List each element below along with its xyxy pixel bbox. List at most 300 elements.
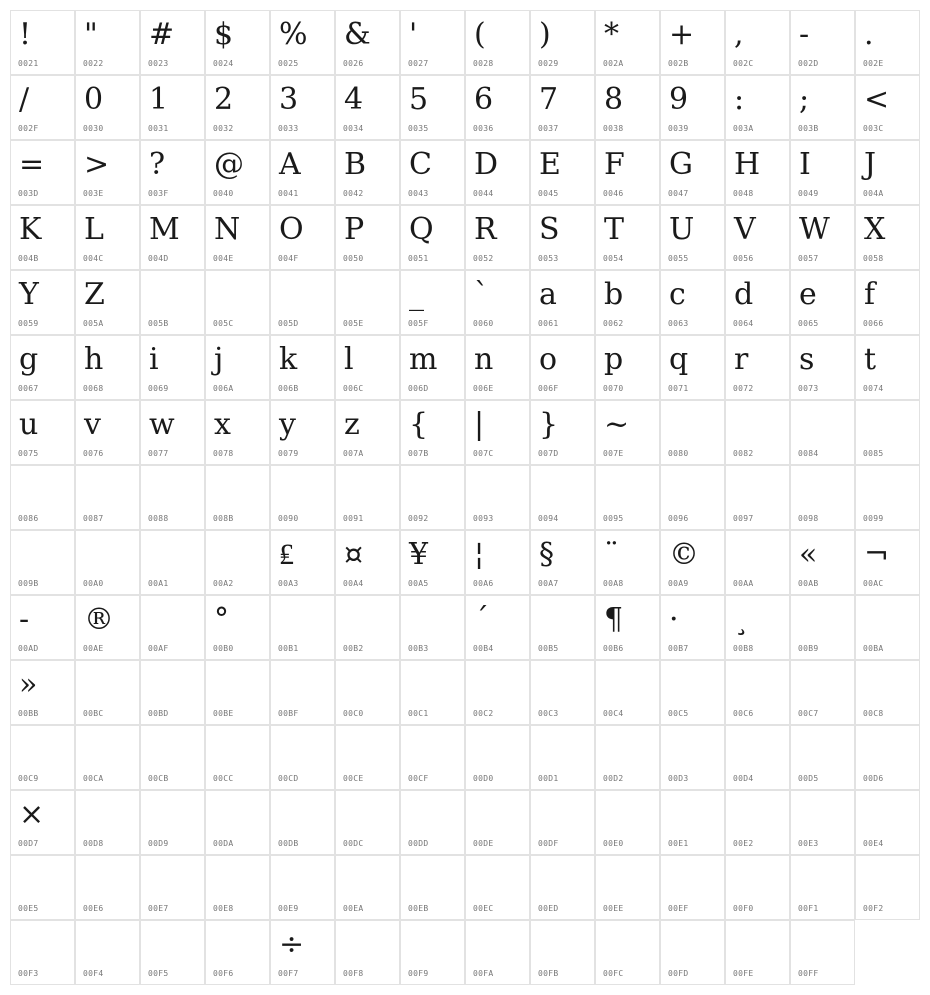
glyph-codepoint: 0057 — [798, 254, 819, 263]
glyph-codepoint: 0053 — [538, 254, 559, 263]
glyph-cell — [140, 140, 205, 205]
glyph-codepoint: 0078 — [213, 449, 234, 458]
glyph-codepoint: 00A6 — [473, 579, 494, 588]
glyph-codepoint: 00C8 — [863, 709, 884, 718]
glyph-char: @ — [214, 147, 244, 182]
glyph-char: § — [539, 537, 554, 572]
glyph-char: Q — [409, 212, 434, 247]
glyph-cell — [725, 530, 790, 595]
glyph-codepoint: 00A7 — [538, 579, 559, 588]
glyph-codepoint: 00F9 — [408, 969, 429, 978]
glyph-cell — [75, 465, 140, 530]
glyph-cell — [205, 335, 270, 400]
glyph-codepoint: 00D1 — [538, 774, 559, 783]
glyph-char: : — [734, 82, 745, 117]
glyph-codepoint: 00FC — [603, 969, 624, 978]
glyph-codepoint: 00A2 — [213, 579, 234, 588]
glyph-cell — [270, 790, 335, 855]
glyph-cell — [205, 10, 270, 75]
glyph-codepoint: 00F3 — [18, 969, 39, 978]
glyph-char: © — [669, 537, 699, 572]
glyph-cell — [660, 530, 725, 595]
glyph-char: U — [669, 212, 695, 247]
glyph-cell — [10, 270, 75, 335]
glyph-codepoint: 002F — [18, 124, 39, 133]
glyph-cell — [725, 465, 790, 530]
glyph-codepoint: 0062 — [603, 319, 624, 328]
glyph-codepoint: 00F6 — [213, 969, 234, 978]
glyph-codepoint: 00CE — [343, 774, 364, 783]
glyph-cell — [205, 790, 270, 855]
glyph-cell — [790, 855, 855, 920]
glyph-cell — [595, 660, 660, 725]
glyph-cell — [400, 75, 465, 140]
glyph-char: ¨ — [604, 537, 619, 572]
glyph-char: y — [279, 407, 296, 442]
glyph-char: · — [669, 602, 679, 637]
glyph-codepoint: 00D5 — [798, 774, 819, 783]
glyph-char: 6 — [474, 82, 494, 117]
glyph-cell — [270, 270, 335, 335]
glyph-codepoint: 0079 — [278, 449, 299, 458]
glyph-codepoint: 0070 — [603, 384, 624, 393]
glyph-char: e — [799, 277, 817, 312]
glyph-char: o — [539, 342, 558, 377]
glyph-cell — [335, 465, 400, 530]
glyph-codepoint: 0067 — [18, 384, 39, 393]
glyph-cell — [75, 660, 140, 725]
glyph-cell — [10, 920, 75, 985]
glyph-cell — [855, 10, 920, 75]
glyph-char: ° — [214, 602, 229, 637]
glyph-codepoint: 00EC — [473, 904, 494, 913]
glyph-codepoint: 00CB — [148, 774, 169, 783]
glyph-cell — [660, 75, 725, 140]
glyph-codepoint: 0055 — [668, 254, 689, 263]
glyph-char: ) — [539, 17, 551, 52]
glyph-char: a — [539, 277, 557, 312]
glyph-codepoint: 0021 — [18, 59, 39, 68]
glyph-codepoint: 00A4 — [343, 579, 364, 588]
glyph-cell — [270, 595, 335, 660]
glyph-codepoint: 00F0 — [733, 904, 754, 913]
glyph-codepoint: 0030 — [83, 124, 104, 133]
glyph-char: 1 — [149, 82, 169, 117]
glyph-cell — [855, 205, 920, 270]
glyph-cell — [595, 400, 660, 465]
glyph-cell — [465, 205, 530, 270]
glyph-codepoint: 006F — [538, 384, 559, 393]
glyph-cell — [140, 790, 205, 855]
glyph-cell — [75, 270, 140, 335]
glyph-cell — [10, 205, 75, 270]
glyph-codepoint: 0071 — [668, 384, 689, 393]
glyph-cell — [530, 790, 595, 855]
glyph-codepoint: 0039 — [668, 124, 689, 133]
glyph-char: 0 — [84, 82, 104, 117]
glyph-codepoint: 00BC — [83, 709, 104, 718]
glyph-codepoint: 00C2 — [473, 709, 494, 718]
glyph-char: , — [734, 17, 744, 52]
glyph-char: p — [604, 342, 624, 377]
glyph-cell — [140, 205, 205, 270]
glyph-codepoint: 0085 — [863, 449, 884, 458]
glyph-cell — [595, 335, 660, 400]
glyph-char: 3 — [279, 82, 299, 117]
glyph-codepoint: 00D9 — [148, 839, 169, 848]
glyph-char: 9 — [669, 82, 689, 117]
glyph-codepoint: 0060 — [473, 319, 494, 328]
glyph-char: W — [799, 212, 830, 247]
glyph-codepoint: 00C9 — [18, 774, 39, 783]
glyph-cell — [400, 725, 465, 790]
glyph-codepoint: 003A — [733, 124, 754, 133]
glyph-cell — [855, 855, 920, 920]
glyph-char: » — [19, 667, 38, 702]
glyph-codepoint: 003D — [18, 189, 39, 198]
glyph-codepoint: 00E0 — [603, 839, 624, 848]
glyph-cell — [595, 855, 660, 920]
glyph-codepoint: 00C5 — [668, 709, 689, 718]
glyph-cell — [335, 270, 400, 335]
glyph-cell — [465, 595, 530, 660]
glyph-codepoint: 002D — [798, 59, 819, 68]
glyph-codepoint: 00F5 — [148, 969, 169, 978]
glyph-char: v — [84, 407, 101, 442]
glyph-cell — [855, 530, 920, 595]
glyph-char: X — [864, 212, 886, 247]
glyph-codepoint: 0046 — [603, 189, 624, 198]
glyph-cell — [725, 10, 790, 75]
glyph-cell — [660, 465, 725, 530]
glyph-codepoint: 0034 — [343, 124, 364, 133]
glyph-char: G — [669, 147, 693, 182]
glyph-char: E — [539, 147, 561, 182]
glyph-char: « — [799, 537, 818, 572]
glyph-cell — [140, 595, 205, 660]
glyph-codepoint: 008B — [213, 514, 234, 523]
glyph-codepoint: 0077 — [148, 449, 169, 458]
glyph-cell — [725, 660, 790, 725]
glyph-cell — [855, 660, 920, 725]
glyph-cell — [660, 270, 725, 335]
glyph-cell — [270, 855, 335, 920]
glyph-codepoint: 0024 — [213, 59, 234, 68]
glyph-codepoint: 00E3 — [798, 839, 819, 848]
glyph-cell — [660, 920, 725, 985]
glyph-codepoint: 0027 — [408, 59, 429, 68]
glyph-codepoint: 0025 — [278, 59, 299, 68]
glyph-codepoint: 0061 — [538, 319, 559, 328]
glyph-codepoint: 00A5 — [408, 579, 429, 588]
glyph-cell — [790, 400, 855, 465]
glyph-codepoint: 0051 — [408, 254, 429, 263]
glyph-cell — [790, 75, 855, 140]
glyph-codepoint: 003C — [863, 124, 884, 133]
glyph-cell — [75, 790, 140, 855]
glyph-char: > — [84, 147, 110, 182]
glyph-cell — [855, 725, 920, 790]
glyph-codepoint: 0031 — [148, 124, 169, 133]
glyph-cell — [400, 205, 465, 270]
glyph-char: % — [279, 17, 308, 52]
glyph-codepoint: 0076 — [83, 449, 104, 458]
glyph-char: & — [344, 17, 371, 52]
glyph-cell — [855, 140, 920, 205]
glyph-cell — [335, 335, 400, 400]
glyph-cell — [75, 595, 140, 660]
glyph-codepoint: 002A — [603, 59, 624, 68]
glyph-codepoint: 00A8 — [603, 579, 624, 588]
glyph-char: * — [604, 17, 619, 52]
glyph-codepoint: 00FB — [538, 969, 559, 978]
glyph-cell — [595, 725, 660, 790]
glyph-cell — [855, 400, 920, 465]
glyph-cell — [140, 10, 205, 75]
glyph-cell — [530, 855, 595, 920]
glyph-char: # — [149, 17, 175, 52]
glyph-cell — [725, 75, 790, 140]
glyph-char: D — [474, 147, 499, 182]
glyph-char: P — [344, 212, 365, 247]
glyph-cell — [270, 335, 335, 400]
glyph-codepoint: 0049 — [798, 189, 819, 198]
glyph-cell — [400, 465, 465, 530]
glyph-cell — [530, 725, 595, 790]
glyph-cell — [660, 660, 725, 725]
glyph-codepoint: 0086 — [18, 514, 39, 523]
glyph-char: _ — [409, 277, 424, 312]
glyph-codepoint: 004E — [213, 254, 234, 263]
glyph-codepoint: 005C — [213, 319, 234, 328]
glyph-char: Y — [19, 277, 39, 312]
glyph-codepoint: 004A — [863, 189, 884, 198]
glyph-codepoint: 0097 — [733, 514, 754, 523]
glyph-codepoint: 00D4 — [733, 774, 754, 783]
glyph-char: 8 — [604, 82, 624, 117]
glyph-char: ¸ — [734, 602, 749, 637]
glyph-char: m — [409, 342, 438, 377]
glyph-codepoint: 0054 — [603, 254, 624, 263]
glyph-cell — [270, 660, 335, 725]
glyph-cell — [465, 790, 530, 855]
glyph-cell — [530, 920, 595, 985]
glyph-codepoint: 0065 — [798, 319, 819, 328]
glyph-codepoint: 0082 — [733, 449, 754, 458]
glyph-codepoint: 00A9 — [668, 579, 689, 588]
glyph-char: H — [734, 147, 761, 182]
glyph-codepoint: 00B8 — [733, 644, 754, 653]
glyph-cell — [75, 10, 140, 75]
glyph-char: ¶ — [604, 602, 624, 637]
glyph-cell — [75, 335, 140, 400]
glyph-codepoint: 0095 — [603, 514, 624, 523]
glyph-char: R — [474, 212, 497, 247]
glyph-codepoint: 00EB — [408, 904, 429, 913]
glyph-codepoint: 004D — [148, 254, 169, 263]
glyph-codepoint: 006D — [408, 384, 429, 393]
glyph-cell — [790, 595, 855, 660]
glyph-cell — [205, 660, 270, 725]
glyph-cell — [595, 595, 660, 660]
glyph-cell — [465, 855, 530, 920]
glyph-cell — [660, 335, 725, 400]
glyph-cell — [855, 790, 920, 855]
glyph-codepoint: 0068 — [83, 384, 104, 393]
glyph-cell — [660, 790, 725, 855]
glyph-char: V — [734, 212, 756, 247]
glyph-char: ( — [474, 17, 486, 52]
glyph-codepoint: 007A — [343, 449, 364, 458]
glyph-cell — [465, 140, 530, 205]
glyph-codepoint: 00AE — [83, 644, 104, 653]
glyph-cell — [790, 660, 855, 725]
glyph-char: ; — [799, 82, 810, 117]
glyph-cell — [790, 465, 855, 530]
glyph-cell — [790, 270, 855, 335]
glyph-char: N — [214, 212, 241, 247]
glyph-cell — [75, 530, 140, 595]
glyph-cell — [205, 75, 270, 140]
glyph-codepoint: 00B0 — [213, 644, 234, 653]
glyph-cell — [660, 725, 725, 790]
glyph-cell — [205, 855, 270, 920]
glyph-cell — [140, 335, 205, 400]
glyph-char: S — [539, 212, 560, 247]
glyph-codepoint: 00DC — [343, 839, 364, 848]
glyph-codepoint: 00AB — [798, 579, 819, 588]
glyph-char: ¥ — [409, 537, 429, 572]
glyph-char: K — [19, 212, 42, 247]
glyph-char: l — [344, 342, 354, 377]
glyph-codepoint: 005B — [148, 319, 169, 328]
glyph-cell — [335, 790, 400, 855]
glyph-codepoint: 00F1 — [798, 904, 819, 913]
glyph-char: B — [344, 147, 367, 182]
glyph-codepoint: 003B — [798, 124, 819, 133]
glyph-cell — [595, 465, 660, 530]
glyph-cell — [10, 75, 75, 140]
glyph-codepoint: 00E5 — [18, 904, 39, 913]
glyph-cell — [10, 335, 75, 400]
glyph-codepoint: 0048 — [733, 189, 754, 198]
glyph-codepoint: 0091 — [343, 514, 364, 523]
glyph-codepoint: 0029 — [538, 59, 559, 68]
glyph-codepoint: 00BD — [148, 709, 169, 718]
glyph-codepoint: 00E1 — [668, 839, 689, 848]
glyph-cell — [790, 725, 855, 790]
glyph-cell — [465, 660, 530, 725]
glyph-codepoint: 0098 — [798, 514, 819, 523]
glyph-codepoint: 0038 — [603, 124, 624, 133]
glyph-cell — [530, 75, 595, 140]
glyph-codepoint: 00D6 — [863, 774, 884, 783]
glyph-cell — [400, 790, 465, 855]
glyph-cell — [205, 920, 270, 985]
glyph-codepoint: 0088 — [148, 514, 169, 523]
glyph-cell — [400, 335, 465, 400]
glyph-char: C — [409, 147, 432, 182]
glyph-char: - — [19, 602, 30, 637]
glyph-codepoint: 007C — [473, 449, 494, 458]
glyph-cell — [660, 855, 725, 920]
glyph-char: ÷ — [279, 927, 305, 962]
glyph-codepoint: 00D3 — [668, 774, 689, 783]
glyph-codepoint: 0080 — [668, 449, 689, 458]
glyph-cell — [400, 140, 465, 205]
glyph-char: ¦ — [474, 537, 485, 572]
glyph-char: T — [604, 212, 625, 247]
glyph-cell — [465, 920, 530, 985]
glyph-cell — [75, 205, 140, 270]
glyph-char: L — [84, 212, 104, 247]
glyph-codepoint: 00B3 — [408, 644, 429, 653]
glyph-cell — [725, 205, 790, 270]
glyph-cell — [465, 270, 530, 335]
glyph-codepoint: 00DF — [538, 839, 559, 848]
glyph-cell — [855, 75, 920, 140]
glyph-cell — [10, 790, 75, 855]
glyph-cell — [530, 335, 595, 400]
glyph-codepoint: 006C — [343, 384, 364, 393]
glyph-codepoint: 00FD — [668, 969, 689, 978]
glyph-char: ´ — [474, 602, 489, 637]
glyph-codepoint: 0063 — [668, 319, 689, 328]
glyph-cell — [335, 530, 400, 595]
glyph-codepoint: 005F — [408, 319, 429, 328]
glyph-char: 2 — [214, 82, 234, 117]
glyph-char: - — [799, 17, 810, 52]
glyph-cell — [660, 400, 725, 465]
glyph-codepoint: 0041 — [278, 189, 299, 198]
glyph-cell — [10, 725, 75, 790]
glyph-codepoint: 0026 — [343, 59, 364, 68]
glyph-cell — [790, 10, 855, 75]
glyph-cell — [725, 725, 790, 790]
glyph-cell — [530, 400, 595, 465]
glyph-cell — [140, 725, 205, 790]
glyph-cell — [205, 465, 270, 530]
glyph-cell — [595, 920, 660, 985]
glyph-char: ¬ — [864, 537, 890, 572]
glyph-cell — [790, 920, 855, 985]
glyph-codepoint: 003E — [83, 189, 104, 198]
glyph-codepoint: 0045 — [538, 189, 559, 198]
glyph-cell — [205, 595, 270, 660]
glyph-cell — [595, 10, 660, 75]
glyph-cell — [465, 725, 530, 790]
glyph-codepoint: 00D0 — [473, 774, 494, 783]
glyph-char: x — [214, 407, 231, 442]
glyph-cell — [140, 465, 205, 530]
glyph-cell — [530, 660, 595, 725]
glyph-char: ® — [84, 602, 114, 637]
glyph-cell — [400, 920, 465, 985]
glyph-cell — [530, 465, 595, 530]
glyph-cell — [10, 10, 75, 75]
glyph-char: ? — [149, 147, 166, 182]
glyph-cell — [400, 270, 465, 335]
glyph-codepoint: 006E — [473, 384, 494, 393]
glyph-codepoint: 00AD — [18, 644, 39, 653]
glyph-char: d — [734, 277, 754, 312]
glyph-cell — [660, 205, 725, 270]
glyph-cell — [660, 10, 725, 75]
glyph-cell — [75, 400, 140, 465]
glyph-codepoint: 0043 — [408, 189, 429, 198]
glyph-cell — [205, 530, 270, 595]
glyph-codepoint: 00E7 — [148, 904, 169, 913]
